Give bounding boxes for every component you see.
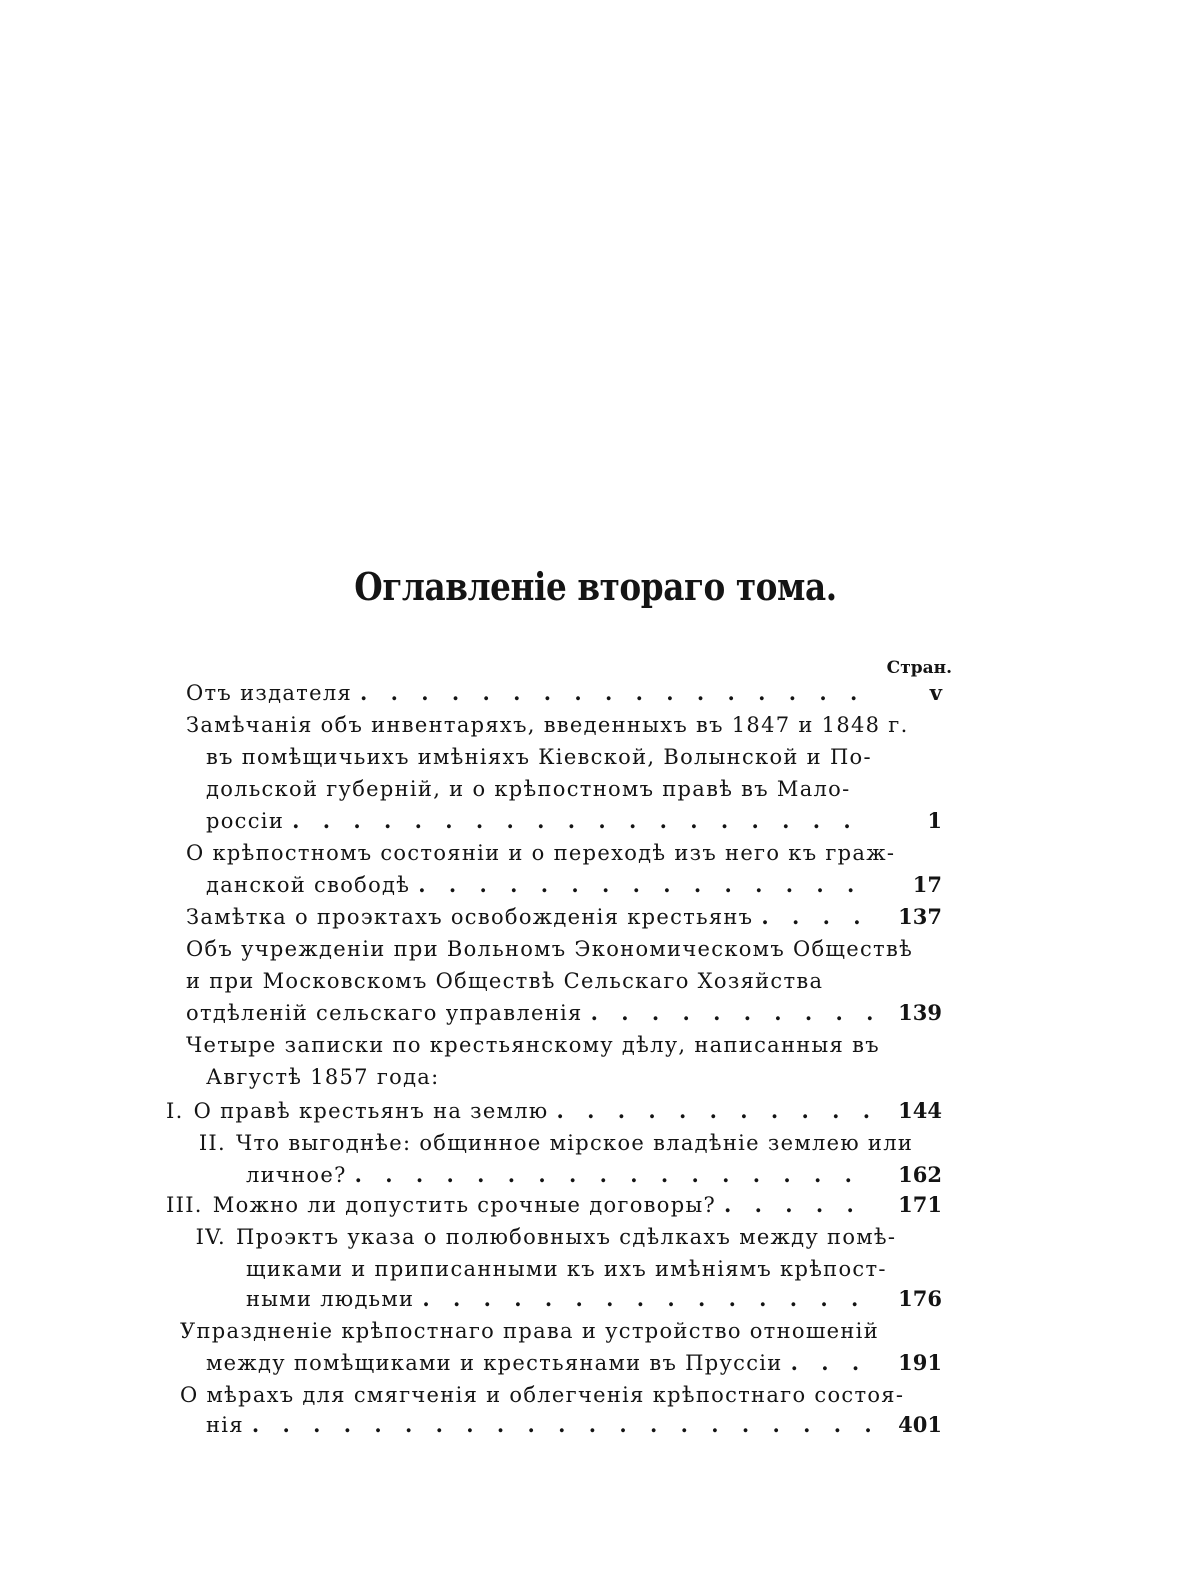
toc-entry-line: отдѣленій сельскаго управленія . . .: [186, 998, 880, 1028]
toc-entry-line: IV. Проэктъ указа о полюбовныхъ сдѣлкахъ между помѣ-: [166, 1222, 896, 1252]
toc-entry-line: III. Можно ли допустить срочные договоры? . . .: [166, 1190, 880, 1220]
toc-page-number: 144: [898, 1098, 942, 1123]
toc-entry-line: и при Московскомъ Обществѣ Сельскаго Хозяйства: [186, 969, 824, 993]
toc-entry-line: нія . . .: [206, 1410, 880, 1440]
toc-entry-line: Четыре записки по крестьянскому дѣлу, написанныя въ: [186, 1033, 880, 1057]
toc-entry-line: россіи . . .: [206, 806, 880, 836]
toc-entry-line: Замѣчанія объ инвентаряхъ, введенныхъ въ 1847 и 1848 г.: [186, 713, 909, 737]
toc-page-number: 17: [912, 872, 942, 897]
toc-page-number: 139: [898, 1000, 942, 1025]
toc-page-number: 171: [898, 1192, 942, 1217]
toc-entry-line: Объ учрежденіи при Вольномъ Экономическомъ Обществѣ: [186, 937, 914, 961]
toc-page-number: 401: [898, 1412, 942, 1437]
toc-entry-line: данской свободѣ . . .: [206, 870, 880, 900]
toc-entry-line: Упраздненіе крѣпостнаго права и устройство отношеній: [180, 1319, 879, 1343]
toc-entry-line: Замѣтка о проэктахъ освобожденія крестьянъ . . .: [186, 902, 880, 932]
toc-entry-line: Отъ издателя . . .: [186, 678, 880, 708]
toc-entry-line: личное? . . .: [246, 1160, 880, 1190]
toc-page-number: v: [929, 680, 942, 705]
page-column-header: Стран.: [886, 658, 952, 678]
toc-entry-line: ными людьми . . .: [246, 1284, 880, 1314]
toc-page-number: 176: [898, 1286, 942, 1311]
toc-page-number: 137: [898, 904, 942, 929]
toc-entry-line: въ помѣщичьихъ имѣніяхъ Кіевской, Волынской и По-: [206, 745, 872, 769]
toc-entry-line: I. О правѣ крестьянъ на землю . . .: [166, 1096, 880, 1126]
toc-page-number: 1: [927, 808, 942, 833]
toc-page-number: 191: [898, 1350, 942, 1375]
roman-numeral: III.: [166, 1193, 203, 1217]
toc-entry-line: О мѣрахъ для смягченія и облегченія крѣпостнаго состоя-: [180, 1383, 905, 1407]
roman-numeral: II.: [198, 1131, 226, 1155]
roman-numeral: I.: [166, 1099, 184, 1123]
toc-entry-line: щиками и приписанными къ ихъ имѣніямъ крѣпост-: [246, 1257, 887, 1281]
toc-entry-line: между помѣщиками и крестьянами въ Пруссіи . . .: [206, 1348, 880, 1378]
toc-entry-line: дольской губерній, и о крѣпостномъ правѣ въ Мало-: [206, 777, 851, 801]
page-title: Оглавленіе втораго тома.: [354, 564, 837, 609]
toc-page-number: 162: [898, 1162, 942, 1187]
toc-entry-line: Августѣ 1857 года:: [206, 1065, 440, 1089]
roman-numeral: IV.: [195, 1225, 226, 1249]
toc-entry-line: II. Что выгоднѣе: общинное мірское владѣніе землею или: [166, 1128, 913, 1158]
toc-entry-line: О крѣпостномъ состояніи и о переходѣ изъ него къ граж-: [186, 841, 896, 865]
